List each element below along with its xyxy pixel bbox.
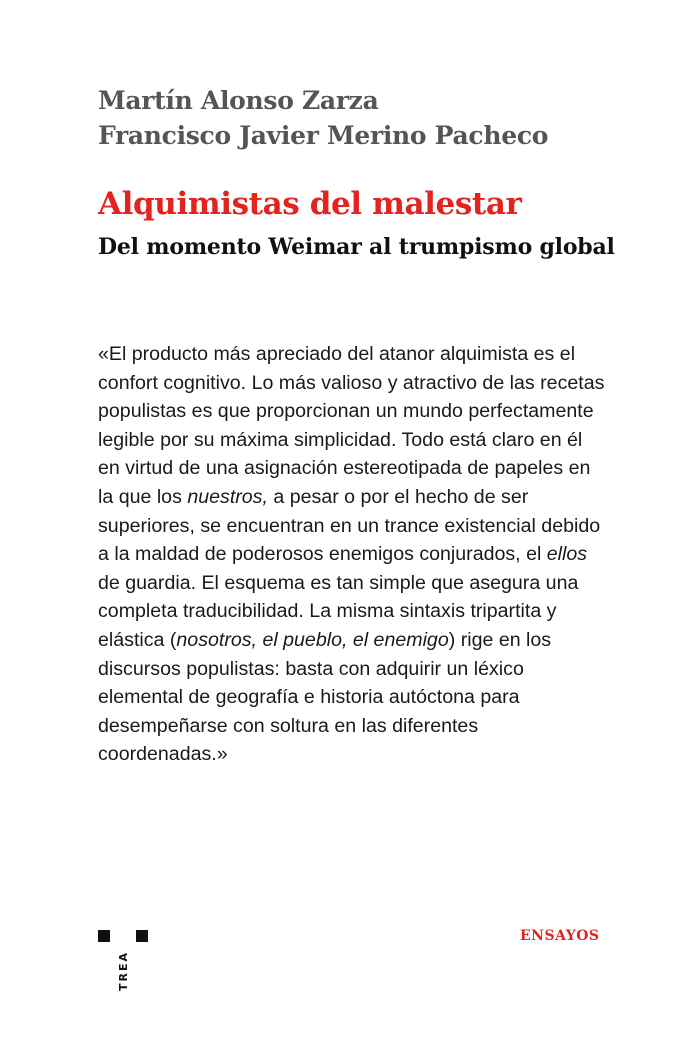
quote-paragraph xyxy=(98,340,608,769)
quote-segment: de guardia. El esquema es tan simple que asegura una completa traducibilidad. La misma sintaxis tripartita y elástica ( xyxy=(98,571,579,651)
publisher-logo-icon xyxy=(98,928,150,991)
quote-italic-segment: nuestros, xyxy=(187,485,268,508)
quote-segment: a pesar o por el hecho de ser superiores, se encuentran en un trance existencial debido a la maldad de poderosos enemigos conjurados, el xyxy=(98,485,601,566)
authors-block xyxy=(98,83,548,153)
quote-italic-segment: ellos xyxy=(546,543,588,566)
quote-italic-segment: nosotros, el pueblo, el enemigo xyxy=(176,628,449,651)
logo-square-left xyxy=(98,930,110,942)
quote-segment: «El producto más apreciado del atanor alquimista es el confort cognitivo. Lo más valioso y atractivo de las recetas populistas es que proporcionan un mundo perfectamente legible por su máxima simplicidad. Todo está claro en él en virtud de una asignación estereotipada de papeles en la que los xyxy=(98,343,605,508)
back-cover-quote xyxy=(98,340,608,769)
publisher-name: TREA xyxy=(117,950,130,991)
logo-square-right xyxy=(136,930,148,942)
author-name: Francisco Javier Merino Pacheco xyxy=(98,121,549,150)
book-subtitle: Del momento Weimar al trumpismo global xyxy=(98,234,615,260)
book-title: Alquimistas del malestar xyxy=(98,186,522,222)
quote-segment: ) rige en los discursos populistas: basta con adquirir un léxico elemental de geografía e historia autóctona para desempeñarse con soltura en las diferentes coordenadas.» xyxy=(98,628,552,766)
series-label: ENSAYOS xyxy=(520,928,600,944)
author-name: Martín Alonso Zarza xyxy=(98,86,379,115)
